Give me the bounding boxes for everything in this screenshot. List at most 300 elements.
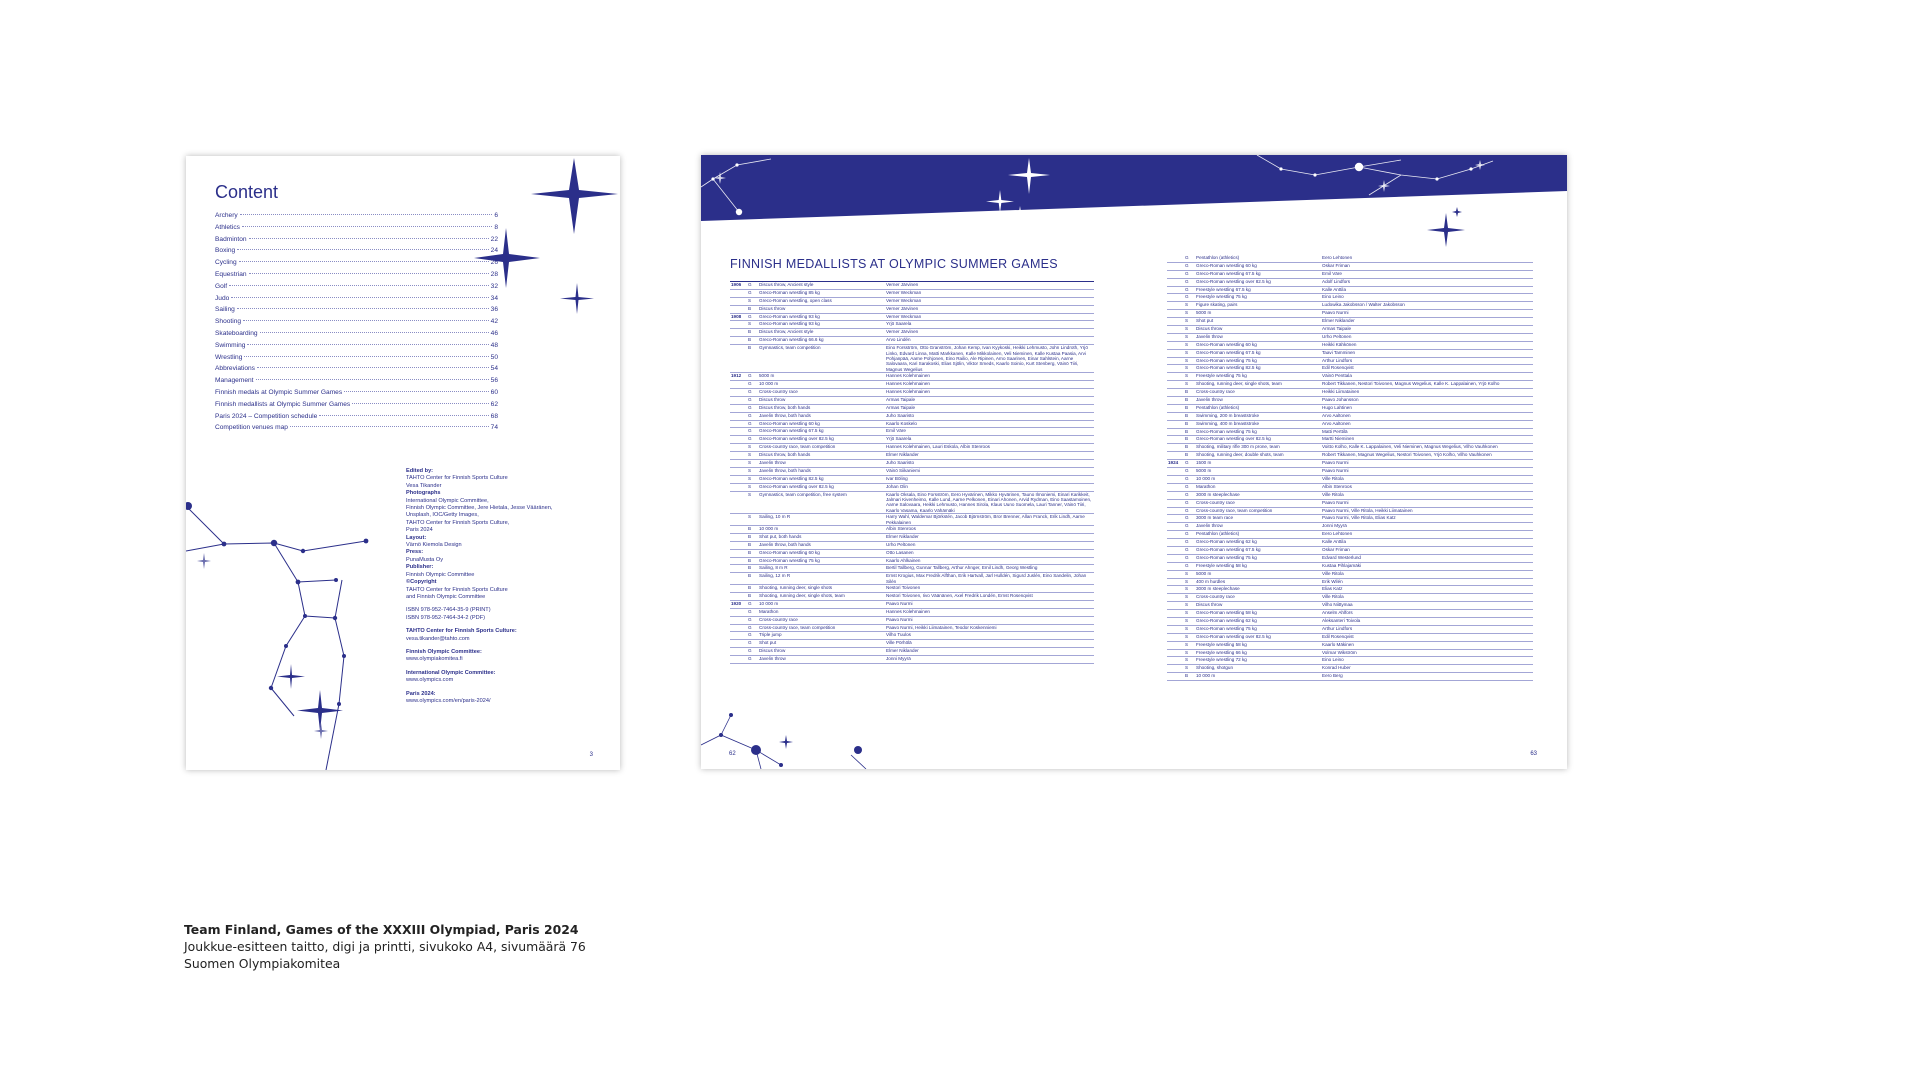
athlete-cell: Edil Rosenqvist: [1321, 633, 1533, 641]
medal-cell: B: [1184, 673, 1195, 681]
event-cell: Shot put, both hands: [758, 533, 885, 541]
year-cell: [730, 624, 747, 632]
medal-cell: G: [747, 656, 758, 664]
medal-cell: G: [1184, 523, 1195, 531]
event-cell: 1500 m: [1195, 460, 1321, 468]
toc-leader: [257, 367, 489, 368]
credit-line: www.olympics.com/en/paris-2024/: [406, 697, 491, 704]
event-cell: Greco-Roman wrestling 75 kg: [1195, 625, 1321, 633]
event-cell: Cross-country race: [758, 616, 885, 624]
table-row: [730, 321, 1094, 329]
credit-line: Finnish Olympic Committee:: [406, 648, 482, 655]
table-row: [730, 573, 1094, 585]
table-row: [730, 452, 1094, 460]
table-row: [1167, 641, 1533, 649]
athlete-cell: Arvo Aaltonen: [1321, 420, 1533, 428]
content-page: [186, 156, 620, 770]
event-cell: Greco-Roman wrestling 62 kg: [1195, 539, 1321, 547]
athlete-cell: Eero Lehtonen: [1321, 531, 1533, 539]
athlete-cell: Ville Pörhölä: [885, 640, 1094, 648]
medal-cell: G: [1184, 475, 1195, 483]
toc-leader: [249, 238, 489, 239]
toc-label: Finnish medals at Olympic Summer Games: [215, 388, 343, 396]
toc-entry: [215, 401, 498, 413]
credit-line: TAHTO Center for Finnish Sports Culture:: [406, 628, 517, 635]
athlete-cell: Emil Väre: [885, 428, 1094, 436]
event-cell: 10 000 m: [758, 381, 885, 389]
toc-entry: [215, 283, 498, 295]
year-cell: [730, 616, 747, 624]
toc-label: Management: [215, 377, 254, 385]
table-row: [1167, 278, 1533, 286]
toc-page: 6: [494, 212, 498, 219]
table-of-contents: [215, 212, 498, 436]
athlete-cell: Verner Weckman: [885, 297, 1094, 305]
medal-cell: G: [747, 648, 758, 656]
medal-cell: B: [1184, 404, 1195, 412]
medal-cell: G: [747, 616, 758, 624]
athlete-cell: Ville Ritola: [1321, 475, 1533, 483]
athlete-cell: Väinö Penttala: [1321, 373, 1533, 381]
toc-label: Cycling: [215, 259, 237, 267]
medal-cell: B: [1184, 452, 1195, 460]
athlete-cell: Arvo Lindén: [885, 337, 1094, 345]
event-cell: Gymnastics, team competition, free system: [758, 491, 885, 514]
athlete-cell: Kaarlo Koskelo: [885, 420, 1094, 428]
table-row: [1167, 341, 1533, 349]
year-cell: [1167, 625, 1184, 633]
medal-cell: S: [1184, 617, 1195, 625]
year-cell: [1167, 673, 1184, 681]
table-row: [730, 632, 1094, 640]
event-cell: Greco-Roman wrestling over 82.5 kg: [1195, 633, 1321, 641]
toc-leader: [237, 249, 488, 250]
table-row: [1167, 657, 1533, 665]
athlete-cell: Oskar Friman: [1321, 262, 1533, 270]
athlete-cell: Paavo Nurmi: [885, 600, 1094, 608]
year-cell: [1167, 633, 1184, 641]
toc-entry: [215, 259, 498, 271]
athlete-cell: Paavo Nurmi: [1321, 310, 1533, 318]
toc-leader: [231, 297, 488, 298]
credit-line: Photographs: [406, 490, 441, 497]
medal-cell: B: [747, 337, 758, 345]
table-row: [730, 475, 1094, 483]
event-cell: Cross-country race, team competition: [758, 444, 885, 452]
year-cell: 1906: [730, 282, 747, 290]
medal-cell: G: [1184, 507, 1195, 515]
table-row: [730, 648, 1094, 656]
caption-title: Team Finland, Games of the XXXIII Olympiad, Paris 2024: [184, 922, 579, 937]
year-cell: [1167, 539, 1184, 547]
credit-line: ISBN 978-952-7464-34-2 (PDF): [406, 614, 485, 621]
athlete-cell: Ville Ritola: [1321, 570, 1533, 578]
star-icon: [1427, 213, 1465, 247]
athlete-cell: Elmer Niklander: [885, 452, 1094, 460]
medal-cell: G: [747, 412, 758, 420]
table-row: [730, 282, 1094, 290]
medal-cell: G: [1184, 286, 1195, 294]
table-row: [730, 313, 1094, 321]
year-cell: [1167, 270, 1184, 278]
table-row: [1167, 617, 1533, 625]
star-icon: [531, 158, 618, 234]
athlete-cell: Vilho Tuulos: [885, 632, 1094, 640]
credit-line: Värnö Kiemola Design: [406, 542, 462, 549]
event-cell: Shooting, running deer, double shots, team: [1195, 452, 1321, 460]
medal-cell: B: [1184, 397, 1195, 405]
star-icon: [297, 690, 343, 731]
athlete-cell: Kalle Anttila: [1321, 539, 1533, 547]
toc-page: 28: [490, 270, 498, 278]
table-row: [1167, 586, 1533, 594]
medal-cell: B: [1184, 428, 1195, 436]
athlete-cell: Eino Leino: [1321, 294, 1533, 302]
year-cell: [730, 533, 747, 541]
medal-cell: G: [747, 404, 758, 412]
year-cell: 1924: [1167, 460, 1184, 468]
event-cell: Pentathlon (athletics): [1195, 255, 1321, 262]
athlete-cell: Arvo Aaltonen: [1321, 412, 1533, 420]
medal-cell: G: [747, 600, 758, 608]
event-cell: Sailing, 12 m R: [758, 573, 885, 585]
table-row: [730, 420, 1094, 428]
year-cell: [730, 289, 747, 297]
table-row: [730, 549, 1094, 557]
athlete-cell: Ville Ritola: [1321, 491, 1533, 499]
athlete-cell: Urho Peltonen: [885, 541, 1094, 549]
year-cell: [730, 573, 747, 585]
athlete-cell: Robert Tikkanen, Nestori Toivonen, Magnus Wegelius, Kalle K. Lappalainen, Yrjö Kolho: [1321, 381, 1533, 389]
table-row: [730, 396, 1094, 404]
year-cell: [730, 541, 747, 549]
medal-cell: S: [1184, 302, 1195, 310]
table-row: [1167, 633, 1533, 641]
table-row: [1167, 294, 1533, 302]
medal-cell: S: [747, 297, 758, 305]
medallists-table-left: [730, 281, 1094, 664]
event-cell: Freestyle wrestling 75 kg: [1195, 294, 1321, 302]
medal-cell: G: [1184, 539, 1195, 547]
year-cell: [1167, 397, 1184, 405]
athlete-cell: Kustaa Pihlajamäki: [1321, 562, 1533, 570]
table-row: [1167, 333, 1533, 341]
toc-entry: [215, 271, 498, 283]
table-row: [730, 459, 1094, 467]
toc-label: Athletics: [215, 223, 240, 231]
year-cell: [1167, 491, 1184, 499]
athlete-cell: Adolf Lindfors: [1321, 278, 1533, 286]
credit-line: International Olympic Committee:: [406, 669, 496, 676]
credit-line: www.olympiakomitea.fi: [406, 656, 463, 663]
medallists-spread: [701, 155, 1567, 769]
medal-cell: S: [747, 444, 758, 452]
year-cell: [1167, 294, 1184, 302]
year-cell: [1167, 341, 1184, 349]
event-cell: Discus throw: [1195, 602, 1321, 610]
event-cell: Discus throw, both hands: [758, 452, 885, 460]
year-cell: [1167, 657, 1184, 665]
toc-leader: [229, 285, 489, 286]
year-cell: [1167, 412, 1184, 420]
medal-cell: S: [1184, 625, 1195, 633]
toc-entry: [215, 377, 498, 389]
toc-page: 62: [490, 400, 498, 408]
table-row: [1167, 404, 1533, 412]
year-cell: [730, 459, 747, 467]
table-row: [1167, 539, 1533, 547]
event-cell: Shooting, running deer, single shots, team: [1195, 381, 1321, 389]
year-cell: [730, 444, 747, 452]
table-row: [1167, 444, 1533, 452]
toc-label: Badminton: [215, 235, 247, 243]
toc-page: 32: [490, 282, 498, 290]
athlete-cell: Verner Järvinen: [885, 329, 1094, 337]
athlete-cell: Hugo Lahtinen: [1321, 404, 1533, 412]
toc-entry: [215, 365, 498, 377]
medal-cell: G: [747, 396, 758, 404]
medal-cell: S: [1184, 594, 1195, 602]
credit-line: ISBN 978-952-7464-35-9 (PRINT): [406, 607, 491, 614]
toc-entry: [215, 318, 498, 330]
year-cell: [730, 436, 747, 444]
toc-page: 8: [494, 223, 498, 231]
table-row: [730, 514, 1094, 526]
medal-cell: S: [1184, 578, 1195, 586]
table-row: [730, 404, 1094, 412]
athlete-cell: Nestori Toivonen: [885, 585, 1094, 593]
event-cell: 10 000 m: [1195, 475, 1321, 483]
credit-line: Press:: [406, 549, 424, 556]
event-cell: Shot put: [758, 640, 885, 648]
medal-cell: S: [1184, 365, 1195, 373]
event-cell: Greco-Roman wrestling 67.5 kg: [758, 428, 885, 436]
medal-cell: G: [1184, 491, 1195, 499]
table-row: [730, 381, 1094, 389]
medal-cell: S: [1184, 326, 1195, 334]
year-cell: [1167, 444, 1184, 452]
year-cell: [730, 525, 747, 533]
year-cell: [1167, 617, 1184, 625]
event-cell: Swimming, 400 m breaststroke: [1195, 420, 1321, 428]
table-row: [1167, 578, 1533, 586]
table-row: [730, 428, 1094, 436]
toc-leader: [256, 379, 489, 380]
year-cell: [730, 640, 747, 648]
table-row: [730, 337, 1094, 345]
table-row: [1167, 602, 1533, 610]
star-icon: [560, 283, 594, 314]
table-row: [730, 533, 1094, 541]
event-cell: Shooting, running deer, single shots, team: [758, 593, 885, 601]
medal-cell: G: [747, 624, 758, 632]
event-cell: 400 m hurdles: [1195, 578, 1321, 586]
table-row: [1167, 483, 1533, 491]
athlete-cell: Nestori Toivonen, Iivo Väänänen, Axel Fredrik Londén, Ernst Rosenqvist: [885, 593, 1094, 601]
year-cell: [1167, 554, 1184, 562]
toc-leader: [239, 261, 489, 262]
athlete-cell: Paavo Johansson: [1321, 397, 1533, 405]
toc-entry: [215, 413, 498, 425]
year-cell: [1167, 302, 1184, 310]
athlete-cell: Hannes Kolehmainen, Lauri Eskola, Albin Stenroos: [885, 444, 1094, 452]
event-cell: Gymnastics, team competition: [758, 345, 885, 373]
event-cell: Greco-Roman wrestling 66.6 kg: [758, 337, 885, 345]
year-cell: [1167, 357, 1184, 365]
event-cell: Discus throw: [758, 305, 885, 313]
athlete-cell: Eino Forsström, Otto Granström, Johan Kemp, Ivan Kyykoski, Heikki Lehmusto, John Lindroth, Yrjö Linko, Edvard Linna, Matti Markkanen, Kalle Mikkolainen, Veli Nieminen, Kalle Kustaa Paasia, Arvi Pohjanpää, Aarne Pohjonen, Eino Railio, Ale Ripinen, Arno Saarinen, Einar Sahlstein, Aarne Salovaara, Kari Sarakoski, Elias Sjölin, Viktor Smeds, Kaarlo Soinio, Kurt Stenberg, Väinö Tiiri, Magnus Wegelius: [885, 345, 1094, 373]
toc-entry: [215, 306, 498, 318]
athlete-cell: Hannes Kolehmainen: [885, 608, 1094, 616]
medal-cell: B: [747, 585, 758, 593]
medal-cell: B: [1184, 389, 1195, 397]
athlete-cell: Juho Saaristo: [885, 459, 1094, 467]
year-cell: [1167, 404, 1184, 412]
year-cell: [1167, 649, 1184, 657]
athlete-cell: Edvard Westerlund: [1321, 554, 1533, 562]
year-cell: [730, 565, 747, 573]
athlete-cell: Ludowika Jakobsson / Walter Jakobsson: [1321, 302, 1533, 310]
athlete-cell: Voitto Kolho, Kalle K. Lappalainen, Veli Nieminen, Magnus Wegelius, Vilho Vauhkonen: [1321, 444, 1533, 452]
page-number: 3: [589, 752, 593, 758]
toc-label: Archery: [215, 212, 238, 219]
medal-cell: S: [1184, 610, 1195, 618]
event-cell: Javelin throw, both hands: [758, 541, 885, 549]
athlete-cell: Eero Lehtonen: [1321, 255, 1533, 262]
medal-cell: G: [1184, 468, 1195, 476]
medal-cell: G: [747, 373, 758, 381]
year-cell: [1167, 507, 1184, 515]
toc-page: 42: [490, 318, 498, 326]
table-row: [1167, 412, 1533, 420]
table-row: [730, 616, 1094, 624]
event-cell: Freestyle wrestling 66 kg: [1195, 649, 1321, 657]
event-cell: 5000 m: [1195, 570, 1321, 578]
medal-cell: S: [1184, 641, 1195, 649]
toc-entry: [215, 354, 498, 366]
event-cell: 3000 m steeplechase: [1195, 586, 1321, 594]
table-row: [1167, 523, 1533, 531]
table-row: [1167, 286, 1533, 294]
table-row: [1167, 318, 1533, 326]
medal-cell: S: [1184, 349, 1195, 357]
year-cell: [1167, 515, 1184, 523]
athlete-cell: Paavo Nurmi, Ville Ritola, Heikki Liimatainen: [1321, 507, 1533, 515]
medal-cell: B: [1184, 436, 1195, 444]
toc-label: Judo: [215, 294, 230, 302]
event-cell: Greco-Roman wrestling 67.5 kg: [1195, 270, 1321, 278]
athlete-cell: Taavi Tamminen: [1321, 349, 1533, 357]
toc-entry: [215, 236, 498, 248]
toc-label: Golf: [215, 282, 228, 290]
year-cell: [730, 514, 747, 526]
table-row: [1167, 460, 1533, 468]
year-cell: [730, 305, 747, 313]
event-cell: Swimming, 200 m breaststroke: [1195, 412, 1321, 420]
medal-cell: G: [747, 640, 758, 648]
event-cell: Shooting, running deer, single shots: [758, 585, 885, 593]
table-row: [730, 557, 1094, 565]
event-cell: Greco-Roman wrestling over 82.5 kg: [758, 483, 885, 491]
star-icon: [277, 664, 305, 689]
medal-cell: S: [747, 452, 758, 460]
event-cell: Greco-Roman wrestling over 82.5 kg: [1195, 436, 1321, 444]
athlete-cell: Kaarlo Oksala, Eino Forsström, Eero Hyvärinen, Mikko Hyvärinen, Tauno Ilmoniemi, Einari Karikkeit, Jalmari Kivenheimo, Kalle Lund, Aarne Pelkonen, Einari Ahonen, Arvid Rydman, Eino Saastamoinen, Aarne Salovaara, Heikki Lehmusto, Hannes Sirola, Klaus Uuno Suomela, Lauri Tanner, Väinö Tiiri, Kaarlo Vasama, Kaarlo Vähämäki: [885, 491, 1094, 514]
year-cell: [730, 345, 747, 373]
credit-line: Paris 2024:: [406, 690, 436, 697]
year-cell: [1167, 436, 1184, 444]
athlete-cell: Hannes Kolehmainen: [885, 388, 1094, 396]
year-cell: [730, 297, 747, 305]
medal-cell: S: [747, 475, 758, 483]
athlete-cell: Eino Leino: [1321, 657, 1533, 665]
event-cell: Greco-Roman wrestling 67.5 kg: [1195, 349, 1321, 357]
athlete-cell: Matti Perttilä: [1321, 428, 1533, 436]
table-row: [730, 491, 1094, 514]
medal-cell: G: [747, 388, 758, 396]
event-cell: Sailing, 8 m R: [758, 565, 885, 573]
toc-entry: [215, 224, 498, 236]
table-row: [1167, 491, 1533, 499]
athlete-cell: Johan Olin: [885, 483, 1094, 491]
event-cell: Cross-country race: [1195, 594, 1321, 602]
event-cell: Cross-country race, team competition: [1195, 507, 1321, 515]
medal-cell: S: [1184, 586, 1195, 594]
athlete-cell: Paavo Nurmi: [1321, 460, 1533, 468]
medal-cell: B: [747, 541, 758, 549]
toc-page: 68: [490, 412, 498, 420]
toc-page: 48: [490, 341, 498, 349]
medal-cell: G: [747, 436, 758, 444]
spread-title: FINNISH MEDALLISTS AT OLYMPIC SUMMER GAMES: [730, 257, 1058, 271]
medal-cell: G: [1184, 255, 1195, 262]
medal-cell: B: [747, 345, 758, 373]
toc-label: Swimming: [215, 341, 246, 349]
medal-cell: G: [1184, 294, 1195, 302]
year-cell: [1167, 310, 1184, 318]
event-cell: Triple jump: [758, 632, 885, 640]
table-row: [1167, 554, 1533, 562]
event-cell: Cross-country race: [1195, 499, 1321, 507]
event-cell: Shot put: [1195, 318, 1321, 326]
athlete-cell: Konrad Huber: [1321, 665, 1533, 673]
event-cell: Greco-Roman wrestling 75 kg: [1195, 428, 1321, 436]
event-cell: Greco-Roman wrestling 62 kg: [1195, 617, 1321, 625]
medal-cell: S: [1184, 602, 1195, 610]
toc-leader: [319, 415, 488, 416]
event-cell: Freestyle wrestling 72 kg: [1195, 657, 1321, 665]
table-row: [730, 436, 1094, 444]
medal-cell: B: [747, 593, 758, 601]
event-cell: Javelin throw, both hands: [758, 467, 885, 475]
medal-cell: S: [747, 467, 758, 475]
medal-cell: B: [747, 573, 758, 585]
year-cell: [730, 321, 747, 329]
event-cell: Cross-country race, team competition: [758, 624, 885, 632]
medal-cell: S: [1184, 373, 1195, 381]
event-cell: 5000 m: [758, 373, 885, 381]
year-cell: 1920: [730, 600, 747, 608]
event-cell: 5000 m: [1195, 468, 1321, 476]
athlete-cell: Yrjö Saarela: [885, 321, 1094, 329]
toc-page: 34: [490, 294, 498, 302]
table-row: [1167, 365, 1533, 373]
event-cell: Javelin throw: [1195, 397, 1321, 405]
event-cell: Marathon: [758, 608, 885, 616]
year-cell: [730, 491, 747, 514]
credit-line: vesa.tikander@tahto.com: [406, 635, 470, 642]
table-row: [1167, 468, 1533, 476]
